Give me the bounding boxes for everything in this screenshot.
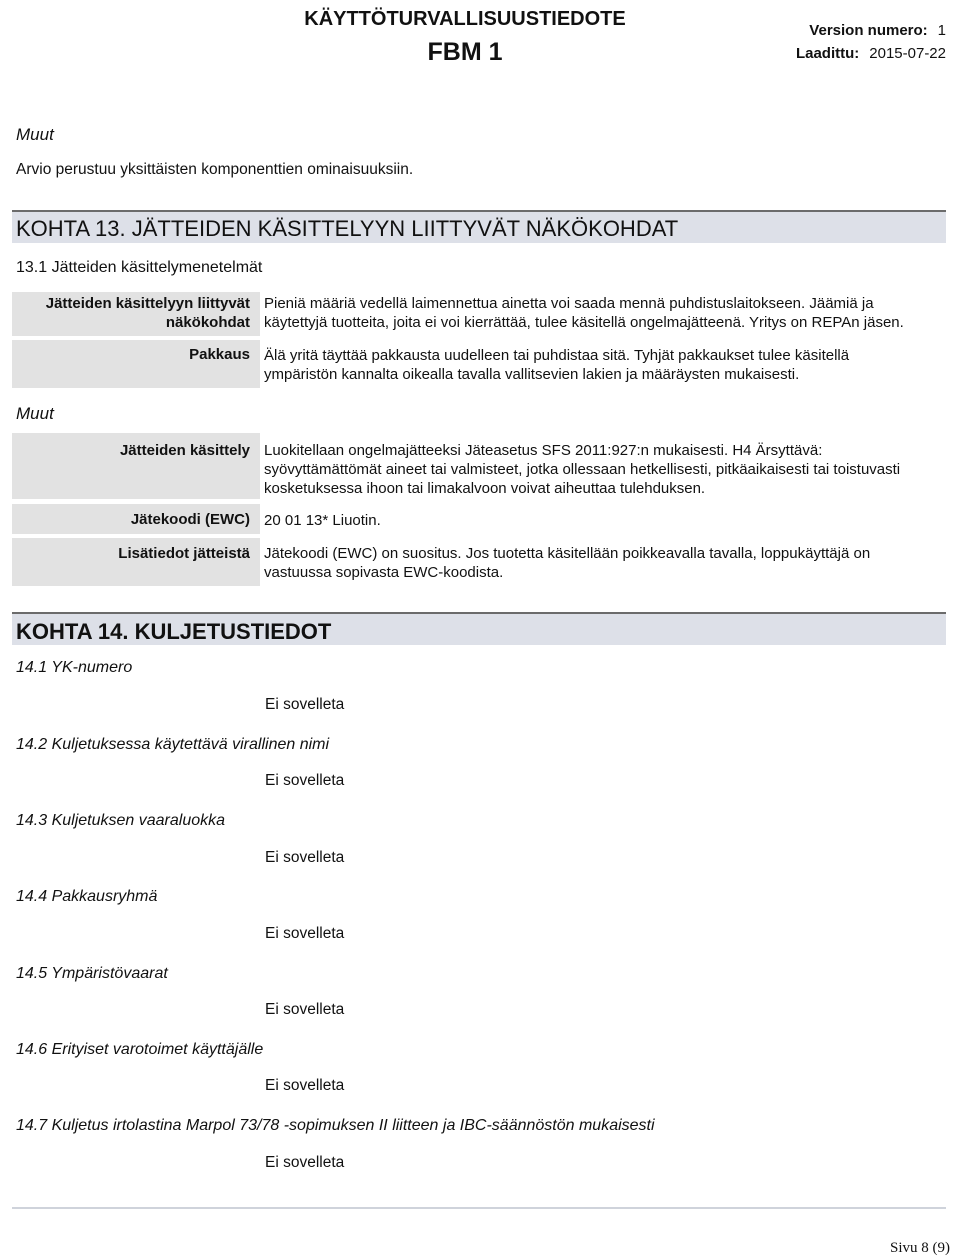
footer-divider [12, 1207, 946, 1209]
section-14-1-heading: 14.1 YK-numero [16, 659, 133, 676]
section-14-6-value: Ei sovelleta [265, 1077, 345, 1094]
section-13-bar [12, 210, 946, 243]
section-14-5-value: Ei sovelleta [265, 1001, 345, 1018]
label-packaging: Pakkaus [12, 340, 260, 388]
version-value: 1 [937, 22, 946, 39]
version-row [809, 22, 946, 39]
section-14-2-heading: 14.2 Kuljetuksessa käytettävä virallinen nimi [16, 736, 330, 753]
section-14-5-heading: 14.5 Ympäristövaarat [16, 965, 168, 982]
value-waste-handling [264, 441, 944, 498]
date-value: 2015-07-22 [869, 45, 946, 62]
value-waste-info-line1: Jätekoodi (EWC) on suositus. Jos tuotetta käsitellään poikkeavalla tavalla, loppukäyttäjä on [264, 545, 871, 562]
product-name: FBM 1 [427, 38, 503, 66]
section-14-4-value: Ei sovelleta [265, 925, 345, 942]
label-waste-code: Jätekoodi (EWC) [12, 504, 260, 534]
version-label: Version numero: [809, 22, 928, 39]
section-14-1-value: Ei sovelleta [265, 696, 345, 713]
muut-heading-13: Muut [16, 404, 54, 423]
date-label: Laadittu: [795, 45, 860, 62]
section-14-6-heading: 14.6 Erityiset varotoimet käyttäjälle [16, 1041, 264, 1058]
section-14-title: KOHTA 14. KULJETUSTIEDOT [16, 619, 332, 644]
page-number: Sivu 8 (9) [890, 1240, 950, 1256]
muut-heading-top: Muut [16, 125, 54, 144]
label-waste-handling: Jätteiden käsittely [12, 433, 260, 499]
section-13-title: KOHTA 13. JÄTTEIDEN KÄSITTELYYN LIITTYVÄT NÄKÖKOHDAT [16, 216, 679, 241]
value-waste-aspects [264, 294, 944, 332]
value-packaging-line2: ympäristön kannalta oikealla tavalla vallitsevien lakien ja määräysten mukaisesti. [264, 366, 800, 383]
section-13-1-heading: 13.1 Jätteiden käsittelymenetelmät [16, 259, 263, 276]
value-waste-aspects-line1: Pieniä määriä vedellä laimennettua ainetta voi saada mennä puhdistuslaitokseen. Jäämiä ja [264, 295, 874, 312]
section-14-3-value: Ei sovelleta [265, 849, 345, 866]
value-waste-code: 20 01 13* Liuotin. [264, 512, 381, 529]
value-waste-handling-line3: kosketuksessa ihoon tai limakalvoon voivat aiheuttaa tulehduksen. [264, 480, 706, 497]
date-row [796, 45, 946, 62]
value-waste-handling-line1: Luokitellaan ongelmajätteeksi Jäteasetus SFS 2011:927:n mukaisesti. H4 Ärsyttävä: [264, 442, 823, 459]
value-packaging [264, 346, 944, 384]
value-waste-info-line2: vastuussa sopivasta EWC-koodista. [264, 564, 504, 581]
section-14-2-value: Ei sovelleta [265, 772, 345, 789]
value-waste-handling-line2: syövyttämättömät aineet tai valmisteet, jotka ollessaan hetkellisesti, pitkäaikaisesti tai toistuvasti [264, 461, 901, 478]
value-waste-info [264, 544, 944, 582]
section-14-3-heading: 14.3 Kuljetuksen vaaraluokka [16, 812, 226, 829]
label-waste-info: Lisätiedot jätteistä [12, 538, 260, 586]
label-waste-aspects [12, 292, 260, 336]
section-14-7-heading: 14.7 Kuljetus irtolastina Marpol 73/78 -sopimuksen II liitteen ja IBC-säännöstön mukaisesti [16, 1117, 655, 1134]
muut-text-top: Arvio perustuu yksittäisten komponenttien ominaisuuksiin. [16, 161, 414, 178]
document-title: KÄYTTÖTURVALLISUUSTIEDOTE [304, 8, 626, 30]
value-packaging-line1: Älä yritä täyttää pakkausta uudelleen tai puhdistaa sitä. Tyhjät pakkaukset tulee käsitellä [264, 347, 850, 364]
label-waste-aspects-line2: näkökohdat [165, 314, 250, 331]
section-14-7-value: Ei sovelleta [265, 1154, 345, 1171]
value-waste-aspects-line2: käytettyjä tuotteita, joita ei voi kierrättää, tulee käsitellä ongelmajätteenä. Yritys on REPAn jäsen. [264, 314, 904, 331]
section-14-4-heading: 14.4 Pakkausryhmä [16, 888, 158, 905]
section-14-bar [12, 612, 946, 645]
label-waste-aspects-line1: Jätteiden käsittelyyn liittyvät [45, 295, 250, 312]
